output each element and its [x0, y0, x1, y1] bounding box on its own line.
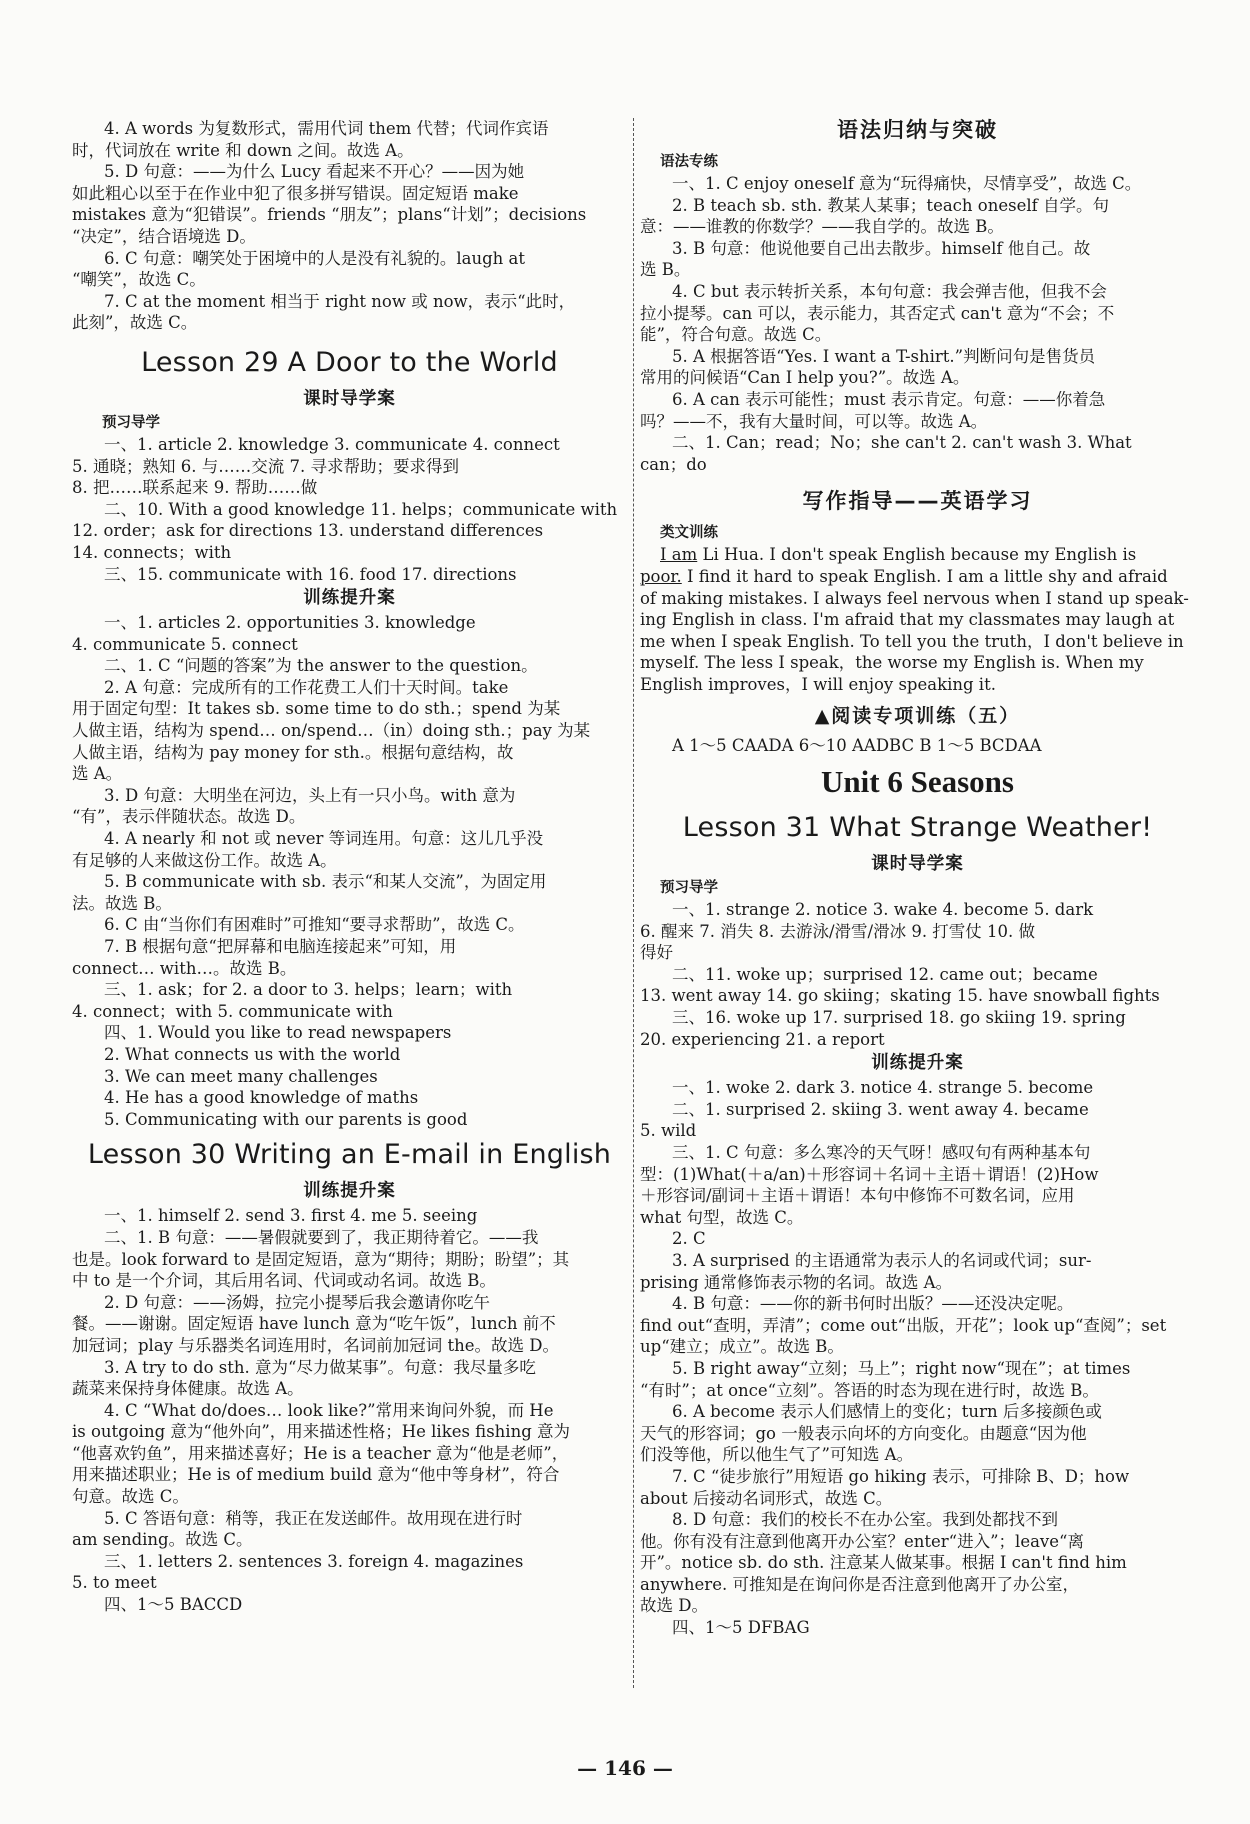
text-line: 故选 D。	[640, 1596, 708, 1616]
text-line: 他。你有没有注意到他离开办公室？enter“进入”；leave“离	[640, 1531, 1084, 1551]
text-line: am sending。故选 C。	[72, 1530, 253, 1550]
text-line: is outgoing 意为“他外向”，用来描述性格；He likes fishing 意为	[72, 1422, 570, 1442]
text-line: connect… with…。故选 B。	[72, 958, 297, 978]
text-line: 6. C 由“当你们有困难时”可推知“要寻求帮助”，故选 C。	[104, 915, 525, 935]
writing-sample	[640, 544, 1195, 695]
text-line: 2. C	[672, 1229, 706, 1249]
text-line: 5. to meet	[72, 1573, 157, 1593]
text-line: 8. 把……联系起来 9. 帮助……做	[72, 478, 318, 498]
text-line: find out“查明，弄清”；come out“出版，开花”；look up“查阅”；set	[640, 1315, 1167, 1335]
answer-block	[72, 1205, 627, 1615]
answer-block	[72, 434, 627, 585]
text-line: about 后接动名词形式，故选 C。	[640, 1488, 893, 1508]
text-line: 6. A become 表示人们感情上的变化；turn 后多接颜色或	[672, 1402, 1102, 1422]
text-line: 三、1. C 句意：多么寒冷的天气呀！感叹句有两种基本句	[672, 1143, 1091, 1162]
text-line: 四、1～5 DFBAG	[672, 1618, 810, 1638]
subsection-heading: 预习导学	[660, 880, 718, 897]
text-line: 3. D 句意：大明坐在河边，头上有一只小鸟。with 意为	[104, 785, 516, 805]
text-line: 法。故选 B。	[72, 893, 172, 913]
text-line: 加冠词；play 与乐器类名词连用时，名词前加冠词 the。故选 D。	[72, 1335, 559, 1355]
text-line: 7. C at the moment 相当于 right now 或 now，表示“此时，	[104, 291, 576, 311]
grammar-title: 语法归纳与突破	[837, 118, 998, 142]
underlined-text: I am	[660, 545, 698, 565]
section-heading: 课时导学案	[303, 388, 396, 409]
underlined-text: poor.	[640, 566, 682, 586]
answer-block	[72, 612, 627, 1130]
lesson-29-title: Lesson 29 A Door to the World	[141, 346, 558, 378]
text-line: 4. A words 为复数形式，需用代词 them 代替；代词作宾语	[104, 119, 549, 138]
text-line: 三、15. communicate with 16. food 17. directions	[104, 564, 517, 584]
text-line: of making mistakes. I always feel nervous when I stand up speak-	[640, 588, 1189, 608]
text-line: 14. connects；with	[72, 542, 232, 562]
text-line: 一、1. himself 2. send 3. first 4. me 5. seeing	[104, 1206, 478, 1226]
text-line: 用来描述职业；He is of medium build 意为“他中等身材”，符合	[72, 1465, 560, 1485]
text-line: 一、1. strange 2. notice 3. wake 4. become 5. dark	[672, 900, 1094, 920]
text-line: 7. B 根据句意“把屏幕和电脑连接起来”可知，用	[104, 937, 457, 956]
text-line: 二、1. Can；read；No；she can't 2. can't wash 3. What	[672, 433, 1132, 453]
text-line: mistakes 意为“犯错误”。friends “朋友”；plans“计划”；decisions	[72, 205, 587, 225]
text-line: 4. A nearly 和 not 或 never 等词连用。句意：这儿几乎没	[104, 829, 544, 849]
text-line: “他喜欢钓鱼”，用来描述喜好；He is a teacher 意为“他是老师”，	[72, 1443, 569, 1463]
text-line: 吗？——不，我有大量时间，可以等。故选 A。	[640, 411, 988, 431]
text-line: 时，代词放在 write 和 down 之间。故选 A。	[72, 140, 414, 160]
text-line: me when I speak English. To tell you the truth，I don't believe in	[640, 631, 1184, 651]
text-line: 三、16. woke up 17. surprised 18. go skiing 19. spring	[672, 1008, 1126, 1028]
text-line: 5. B right away“立刻；马上”；right now“现在”；at times	[672, 1358, 1131, 1378]
text-line: 4. C “What do/does… look like?”常用来询问外貌，而 He	[104, 1400, 554, 1420]
answer-block-top	[72, 118, 627, 334]
text-line: 拉小提琴。can 可以，表示能力，其否定式 can't 意为“不会；不	[640, 303, 1115, 323]
text-line: 三、1. letters 2. sentences 3. foreign 4. magazines	[104, 1551, 524, 1571]
text-line: 得好	[640, 943, 673, 963]
text-line: 句意。故选 C。	[72, 1487, 189, 1507]
text-line: 4. C but 表示转折关系，本句句意：我会弹吉他，但我不会	[672, 281, 1107, 301]
text-line: 一、1. C enjoy oneself 意为“玩得痛快，尽情享受”，故选 C。	[672, 174, 1142, 193]
text-line: 三、1. ask；for 2. a door to 3. helps；learn；with	[104, 980, 513, 1000]
text-line: 4. B 句意：——你的新书何时出版？——还没决定呢。	[672, 1294, 1074, 1314]
text-line: 二、10. With a good knowledge 11. helps；communicate with	[104, 499, 618, 519]
unit-title: Unit 6 Seasons	[821, 764, 1014, 800]
text-line: 二、1. surprised 2. skiing 3. went away 4. became	[672, 1099, 1089, 1119]
text-line: anywhere. 可推知是在询问你是否注意到他离开了办公室，	[640, 1574, 1079, 1594]
text-line: 12. order；ask for directions 13. understand differences	[72, 521, 544, 541]
text-line: English improves，I will enjoy speaking it.	[640, 674, 996, 694]
text-line: 3. A try to do sth. 意为“尽力做某事”。句意：我尽量多吃	[104, 1357, 536, 1377]
text-line: Li Hua. I don't speak English because my English is	[697, 545, 1137, 565]
text-line: 中 to 是一个介词，其后用名词、代词或动名词。故选 B。	[72, 1271, 496, 1291]
text-line: 天气的形容词；go 一般表示向坏的方向变化。由题意“因为他	[640, 1423, 1087, 1443]
section-heading: 训练提升案	[303, 588, 396, 609]
text-line: 二、1. B 句意：——暑假就要到了，我正期待着它。——我	[104, 1227, 539, 1247]
answer-block	[640, 899, 1195, 1050]
text-line: 能”，符合句意。故选 C。	[640, 325, 832, 345]
text-line: 3. We can meet many challenges	[104, 1066, 378, 1086]
reading-answers: A 1～5 CAADA 6～10 AADBC B 1～5 BCDAA	[672, 736, 1042, 756]
text-line: up“建立；成立”。故选 B。	[640, 1337, 844, 1357]
text-line: 4. He has a good knowledge of maths	[104, 1088, 419, 1108]
text-line: 2. A 句意：完成所有的工作花费工人们十天时间。take	[104, 677, 509, 697]
text-line: can；do	[640, 454, 707, 474]
text-line: 20. experiencing 21. a report	[640, 1029, 885, 1049]
text-line: 5. A 根据答语“Yes. I want a T-shirt.”判断问句是售货员	[672, 346, 1096, 366]
text-line: 3. B 句意：他说他要自己出去散步。himself 他自己。故	[672, 238, 1091, 258]
text-line: myself. The less I speak，the worse my English is. When my	[640, 653, 1144, 673]
text-line: 5. wild	[640, 1121, 697, 1141]
text-line: what 句型，故选 C。	[640, 1207, 804, 1227]
text-line: 2. B teach sb. sth. 教某人某事；teach oneself 自学。句	[672, 195, 1109, 215]
section-heading: 训练提升案	[871, 1053, 964, 1074]
text-line: ing English in class. I'm afraid that my classmates may laugh at	[640, 610, 1175, 630]
text-line: 5. 通晓；熟知 6. 与……交流 7. 寻求帮助；要求得到	[72, 456, 459, 476]
text-line: I find it hard to speak English. I am a little shy and afraid	[681, 566, 1168, 586]
text-line: 人做主语，结构为 spend… on/spend…（in）doing sth.；pay 为某	[72, 721, 591, 741]
text-line: 如此粗心以至于在作业中犯了很多拼写错误。固定短语 make	[72, 183, 519, 203]
text-line: “决定”，结合语境选 D。	[72, 226, 256, 246]
text-line: 也是。look forward to 是固定短语，意为“期待；期盼；盼望”；其	[72, 1249, 570, 1269]
text-line: 6. A can 表示可能性；must 表示肯定。句意：——你着急	[672, 389, 1106, 409]
text-line: 们没等他，所以他生气了”可知选 A。	[640, 1445, 914, 1465]
text-line: 7. C “徒步旅行”用短语 go hiking 表示，可排除 B、D；how	[672, 1466, 1130, 1486]
text-line: 餐。——谢谢。固定短语 have lunch 意为“吃午饭”，lunch 前不	[72, 1314, 556, 1334]
text-line: 四、1～5 BACCD	[104, 1595, 243, 1615]
text-line: “有时”；at once“立刻”。答语的时态为现在进行时，故选 B。	[640, 1380, 1099, 1400]
lesson-30-title: Lesson 30 Writing an E-mail in English	[87, 1139, 612, 1171]
text-line: 一、1. articles 2. opportunities 3. knowledge	[104, 613, 476, 633]
text-line: 常用的问候语“Can I help you?”。故选 A。	[640, 368, 970, 388]
text-line: ＋形容词/副词＋主语＋谓语！本句中修饰不可数名词，应用	[640, 1186, 1075, 1206]
text-line: 4. connect；with 5. communicate with	[72, 1001, 393, 1021]
text-line: 13. went away 14. go skiing；skating 15. have snowball fights	[640, 986, 1160, 1006]
right-column	[640, 118, 1195, 1639]
column-divider	[633, 118, 634, 1688]
text-line: 选 A。	[72, 764, 123, 784]
text-line: 人做主语，结构为 pay money for sth.。根据句意结构，故	[72, 742, 514, 762]
lesson-31-title: Lesson 31 What Strange Weather!	[682, 812, 1153, 844]
text-line: “嘲笑”，故选 C。	[72, 270, 206, 290]
text-line: 2. What connects us with the world	[104, 1044, 401, 1064]
text-line: “有”，表示伴随状态。故选 D。	[72, 807, 306, 827]
text-line: 型：(1)What(＋a/an)＋形容词＋名词＋主语＋谓语！(2)How	[640, 1164, 1099, 1184]
text-line: 5. Communicating with our parents is good	[104, 1109, 468, 1129]
writing-title: 写作指导——英语学习	[802, 489, 1033, 514]
section-heading: 课时导学案	[871, 854, 964, 875]
text-line: 6. C 句意：嘲笑处于困境中的人是没有礼貌的。laugh at	[104, 248, 525, 268]
page-number: — 146 —	[577, 1756, 673, 1780]
subsection-heading: 语法专练	[660, 154, 718, 170]
text-line: 二、1. C “问题的答案”为 the answer to the question。	[104, 656, 538, 676]
answer-block	[640, 1077, 1195, 1638]
text-line: prising 通常修饰表示物的名词。故选 A。	[640, 1272, 953, 1292]
subsection-heading: 预习导学	[102, 414, 160, 431]
text-line: 8. D 句意：我们的校长不在办公室。我到处都找不到	[672, 1510, 1058, 1530]
text-line: 一、1. article 2. knowledge 3. communicate 4. connect	[104, 434, 560, 454]
left-column	[72, 118, 627, 1616]
text-line: 意：——谁教的你数学？——我自学的。故选 B。	[640, 217, 1004, 237]
text-line: 2. D 句意：——汤姆，拉完小提琴后我会邀请你吃午	[104, 1292, 490, 1312]
text-line: 3. A surprised 的主语通常为表示人的名词或代词；sur-	[672, 1250, 1092, 1270]
text-line: 用于固定句型：It takes sb. some time to do sth.；spend 为某	[72, 699, 561, 719]
answer-block	[640, 173, 1195, 475]
text-line: 4. communicate 5. connect	[72, 634, 298, 654]
text-line: 蔬菜来保持身体健康。故选 A。	[72, 1379, 304, 1399]
text-line: 有足够的人来做这份工作。故选 A。	[72, 850, 337, 870]
text-line: 选 B。	[640, 260, 691, 280]
text-line: 四、1. Would you like to read newspapers	[104, 1023, 452, 1043]
subsection-heading: 类文训练	[660, 525, 718, 542]
reading-training-title: ▲阅读专项训练（五）	[814, 705, 1021, 728]
text-line: 5. D 句意：——为什么 Lucy 看起来不开心？——因为她	[104, 162, 525, 182]
text-line: 开”。notice sb. do sth. 注意某人做某事。根据 I can't find him	[640, 1553, 1127, 1573]
text-line: 一、1. woke 2. dark 3. notice 4. strange 5. become	[672, 1078, 1094, 1098]
section-heading: 训练提升案	[303, 1181, 396, 1202]
text-line: 6. 醒来 7. 消失 8. 去游泳/滑雪/滑冰 9. 打雪仗 10. 做	[640, 921, 1036, 941]
text-line: 5. B communicate with sb. 表示“和某人交流”，为固定用	[104, 872, 547, 892]
text-line: 此刻”，故选 C。	[72, 313, 198, 333]
text-line: 二、11. woke up；surprised 12. came out；became	[672, 964, 1098, 984]
text-line: 5. C 答语句意：稍等，我正在发送邮件。故用现在进行时	[104, 1508, 523, 1528]
